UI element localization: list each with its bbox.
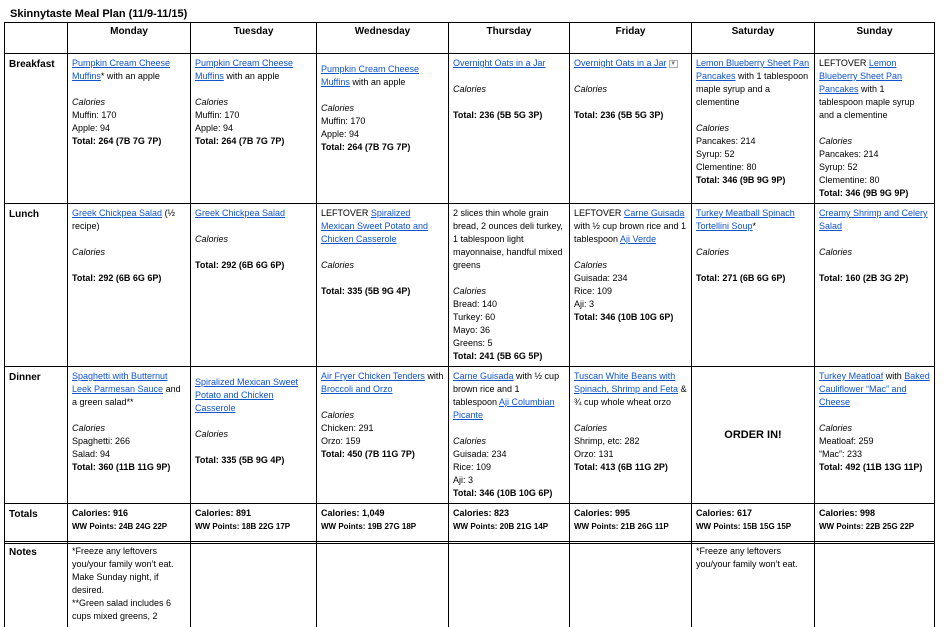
dropdown-arrow-icon[interactable]: ▼ (670, 60, 677, 67)
recipe-link[interactable]: Carne Guisada (623, 208, 685, 218)
breakfast-saturday: Lemon Blueberry Sheet Pan Pancakes with 1 tablespoon maple syrup and a clementine Calories Pancakes: 214 Syrup: 52 Clementine: 80 Total: 346 (9B 9G 9P) (692, 54, 815, 204)
day-header-tuesday: Tuesday (191, 23, 317, 54)
recipe-link[interactable]: Air Fryer Chicken Tenders (321, 371, 425, 381)
lunch-thursday: 2 slices thin whole grain bread, 2 ounces deli turkey, 1 tablespoon light mayonnaise, handful mixed greens Calories Bread: 140 Turkey: 60 Mayo: 36 Greens: 5 Total: 241 (5B 6G 5P) (449, 204, 570, 367)
totals-tuesday: Calories: 891 WW Points: 18B 22G 17P (191, 504, 317, 544)
dinner-tuesday: Spiralized Mexican Sweet Potato and Chicken Casserole Calories Total: 335 (5B 9G 4P) (191, 367, 317, 504)
lunch-saturday: Turkey Meatball Spinach Tortellini Soup* Calories Total: 271 (6B 6G 6P) (692, 204, 815, 367)
totals-sunday: Calories: 998 WW Points: 22B 25G 22P (815, 504, 935, 544)
recipe-link[interactable]: Carne Guisada (453, 371, 514, 381)
day-header-friday: Friday (570, 23, 692, 54)
recipe-link[interactable]: Spiralized Mexican Sweet Potato and Chicken Casserole (195, 377, 299, 413)
notes-saturday: *Freeze any leftovers you/your family won’t eat. (692, 542, 815, 627)
totals-saturday: Calories: 617 WW Points: 15B 15G 15P (692, 504, 815, 544)
breakfast-row (5, 54, 935, 204)
recipe-link[interactable]: Spaghetti with Butternut Leek Parmesan Sauce (72, 371, 168, 394)
breakfast-sunday: LEFTOVER Lemon Blueberry Sheet Pan Pancakes with 1 tablespoon maple syrup and a clementine Calories Pancakes: 214 Syrup: 52 Clementine: 80 Total: 346 (9B 9G 9P) (815, 54, 935, 204)
notes-row (5, 542, 935, 627)
recipe-link[interactable]: Greek Chickpea Salad (72, 208, 163, 218)
notes-wednesday (317, 542, 449, 627)
recipe-link[interactable]: Greek Chickpea Salad (195, 208, 286, 218)
recipe-link[interactable]: Overnight Oats in a Jar (574, 58, 667, 68)
day-header-saturday: Saturday (692, 23, 815, 54)
recipe-link[interactable]: Aji Verde (620, 234, 657, 244)
recipe-link[interactable]: Overnight Oats in a Jar (453, 58, 546, 68)
dinner-friday: Tuscan White Beans with Spinach, Shrimp and Feta & ¾ cup whole wheat orzo Calories Shrimp, etc: 282 Orzo: 131 Total: 413 (6B 11G 2P) (570, 367, 692, 504)
meal-plan-table (4, 22, 935, 544)
recipe-link[interactable]: Aji Columbian Picante (453, 397, 555, 420)
recipe-link[interactable]: Pumpkin Cream Cheese Muffins (195, 58, 294, 81)
row-label-dinner: Dinner (5, 367, 68, 504)
notes-tuesday (191, 542, 317, 627)
day-header-wednesday: Wednesday (317, 23, 449, 54)
totals-monday: Calories: 916 WW Points: 24B 24G 22P (68, 504, 191, 544)
lunch-row (5, 204, 935, 367)
corner-cell (5, 23, 68, 54)
row-label-notes: Notes (5, 542, 68, 627)
lunch-tuesday: Greek Chickpea Salad Calories Total: 292 (6B 6G 6P) (191, 204, 317, 367)
header-row (5, 23, 935, 54)
notes-thursday (449, 542, 570, 627)
lunch-friday: LEFTOVER Carne Guisada with ½ cup brown rice and 1 tablespoon Aji Verde Calories Guisada: 234 Rice: 109 Aji: 3 Total: 346 (10B 10G 6P) (570, 204, 692, 367)
lunch-sunday: Creamy Shrimp and Celery Salad Calories Total: 160 (2B 3G 2P) (815, 204, 935, 367)
totals-row (5, 504, 935, 544)
recipe-link[interactable]: Turkey Meatball Spinach Tortellini Soup (696, 208, 795, 231)
recipe-link[interactable]: Baked Cauliflower “Mac” and Cheese (819, 371, 930, 407)
notes-monday: *Freeze any leftovers you/your family won’t eat. Make Sunday night, if desired. **Green salad includes 6 cups mixed greens, 2 (68, 542, 191, 627)
day-header-monday: Monday (68, 23, 191, 54)
dinner-wednesday: Air Fryer Chicken Tenders with Broccoli and Orzo Calories Chicken: 291 Orzo: 159 Total: 450 (7B 11G 7P) (317, 367, 449, 504)
lunch-monday: Greek Chickpea Salad (½ recipe) Calories Total: 292 (6B 6G 6P) (68, 204, 191, 367)
recipe-link[interactable]: Pumpkin Cream Cheese Muffins (72, 58, 171, 81)
row-label-breakfast: Breakfast (5, 54, 68, 204)
breakfast-monday: Pumpkin Cream Cheese Muffins* with an apple Calories Muffin: 170 Apple: 94 Total: 264 (7B 7G 7P) (68, 54, 191, 204)
recipe-link[interactable]: Lemon Blueberry Sheet Pan Pancakes (819, 58, 903, 94)
notes-friday (570, 542, 692, 627)
recipe-link[interactable]: Pumpkin Cream Cheese Muffins (321, 64, 420, 87)
page-title: Skinnytaste Meal Plan (11/9-11/15) (10, 8, 188, 20)
recipe-link[interactable]: Spiralized Mexican Sweet Potato and Chicken Casserole (321, 208, 429, 244)
notes-table (4, 541, 935, 627)
recipe-link[interactable]: Broccoli and Orzo (321, 384, 393, 394)
breakfast-friday: Overnight Oats in a Jar ▼ Calories Total: 236 (5B 5G 3P) (570, 54, 692, 204)
lunch-wednesday: LEFTOVER Spiralized Mexican Sweet Potato and Chicken Casserole Calories Total: 335 (5B 9G 4P) (317, 204, 449, 367)
recipe-link[interactable]: Turkey Meatloaf (819, 371, 884, 381)
dinner-thursday: Carne Guisada with ½ cup brown rice and 1 tablespoon Aji Columbian Picante Calories Guisada: 234 Rice: 109 Aji: 3 Total: 346 (10B 10G 6P) (449, 367, 570, 504)
breakfast-tuesday: Pumpkin Cream Cheese Muffins with an apple Calories Muffin: 170 Apple: 94 Total: 264 (7B 7G 7P) (191, 54, 317, 204)
totals-friday: Calories: 995 WW Points: 21B 26G 11P (570, 504, 692, 544)
recipe-link[interactable]: Creamy Shrimp and Celery Salad (819, 208, 928, 231)
row-label-totals: Totals (5, 504, 68, 544)
breakfast-thursday: Overnight Oats in a Jar Calories Total: 236 (5B 5G 3P) (449, 54, 570, 204)
totals-wednesday: Calories: 1,049 WW Points: 19B 27G 18P (317, 504, 449, 544)
day-header-sunday: Sunday (815, 23, 935, 54)
notes-sunday (815, 542, 935, 627)
dinner-row (5, 367, 935, 504)
row-label-lunch: Lunch (5, 204, 68, 367)
dinner-saturday-order-in: ORDER IN! (692, 367, 815, 504)
dinner-monday: Spaghetti with Butternut Leek Parmesan Sauce and a green salad** Calories Spaghetti: 266 Salad: 94 Total: 360 (11B 11G 9P) (68, 367, 191, 504)
recipe-link[interactable]: Tuscan White Beans with Spinach, Shrimp and Feta (574, 371, 679, 394)
dinner-sunday: Turkey Meatloaf with Baked Cauliflower “Mac” and Cheese Calories Meatloaf: 259 “Mac”: 233 Total: 492 (11B 13G 11P) (815, 367, 935, 504)
totals-thursday: Calories: 823 WW Points: 20B 21G 14P (449, 504, 570, 544)
recipe-link[interactable]: Lemon Blueberry Sheet Pan Pancakes (696, 58, 810, 81)
breakfast-wednesday: Pumpkin Cream Cheese Muffins with an apple Calories Muffin: 170 Apple: 94 Total: 264 (7B 7G 7P) (317, 54, 449, 204)
day-header-thursday: Thursday (449, 23, 570, 54)
